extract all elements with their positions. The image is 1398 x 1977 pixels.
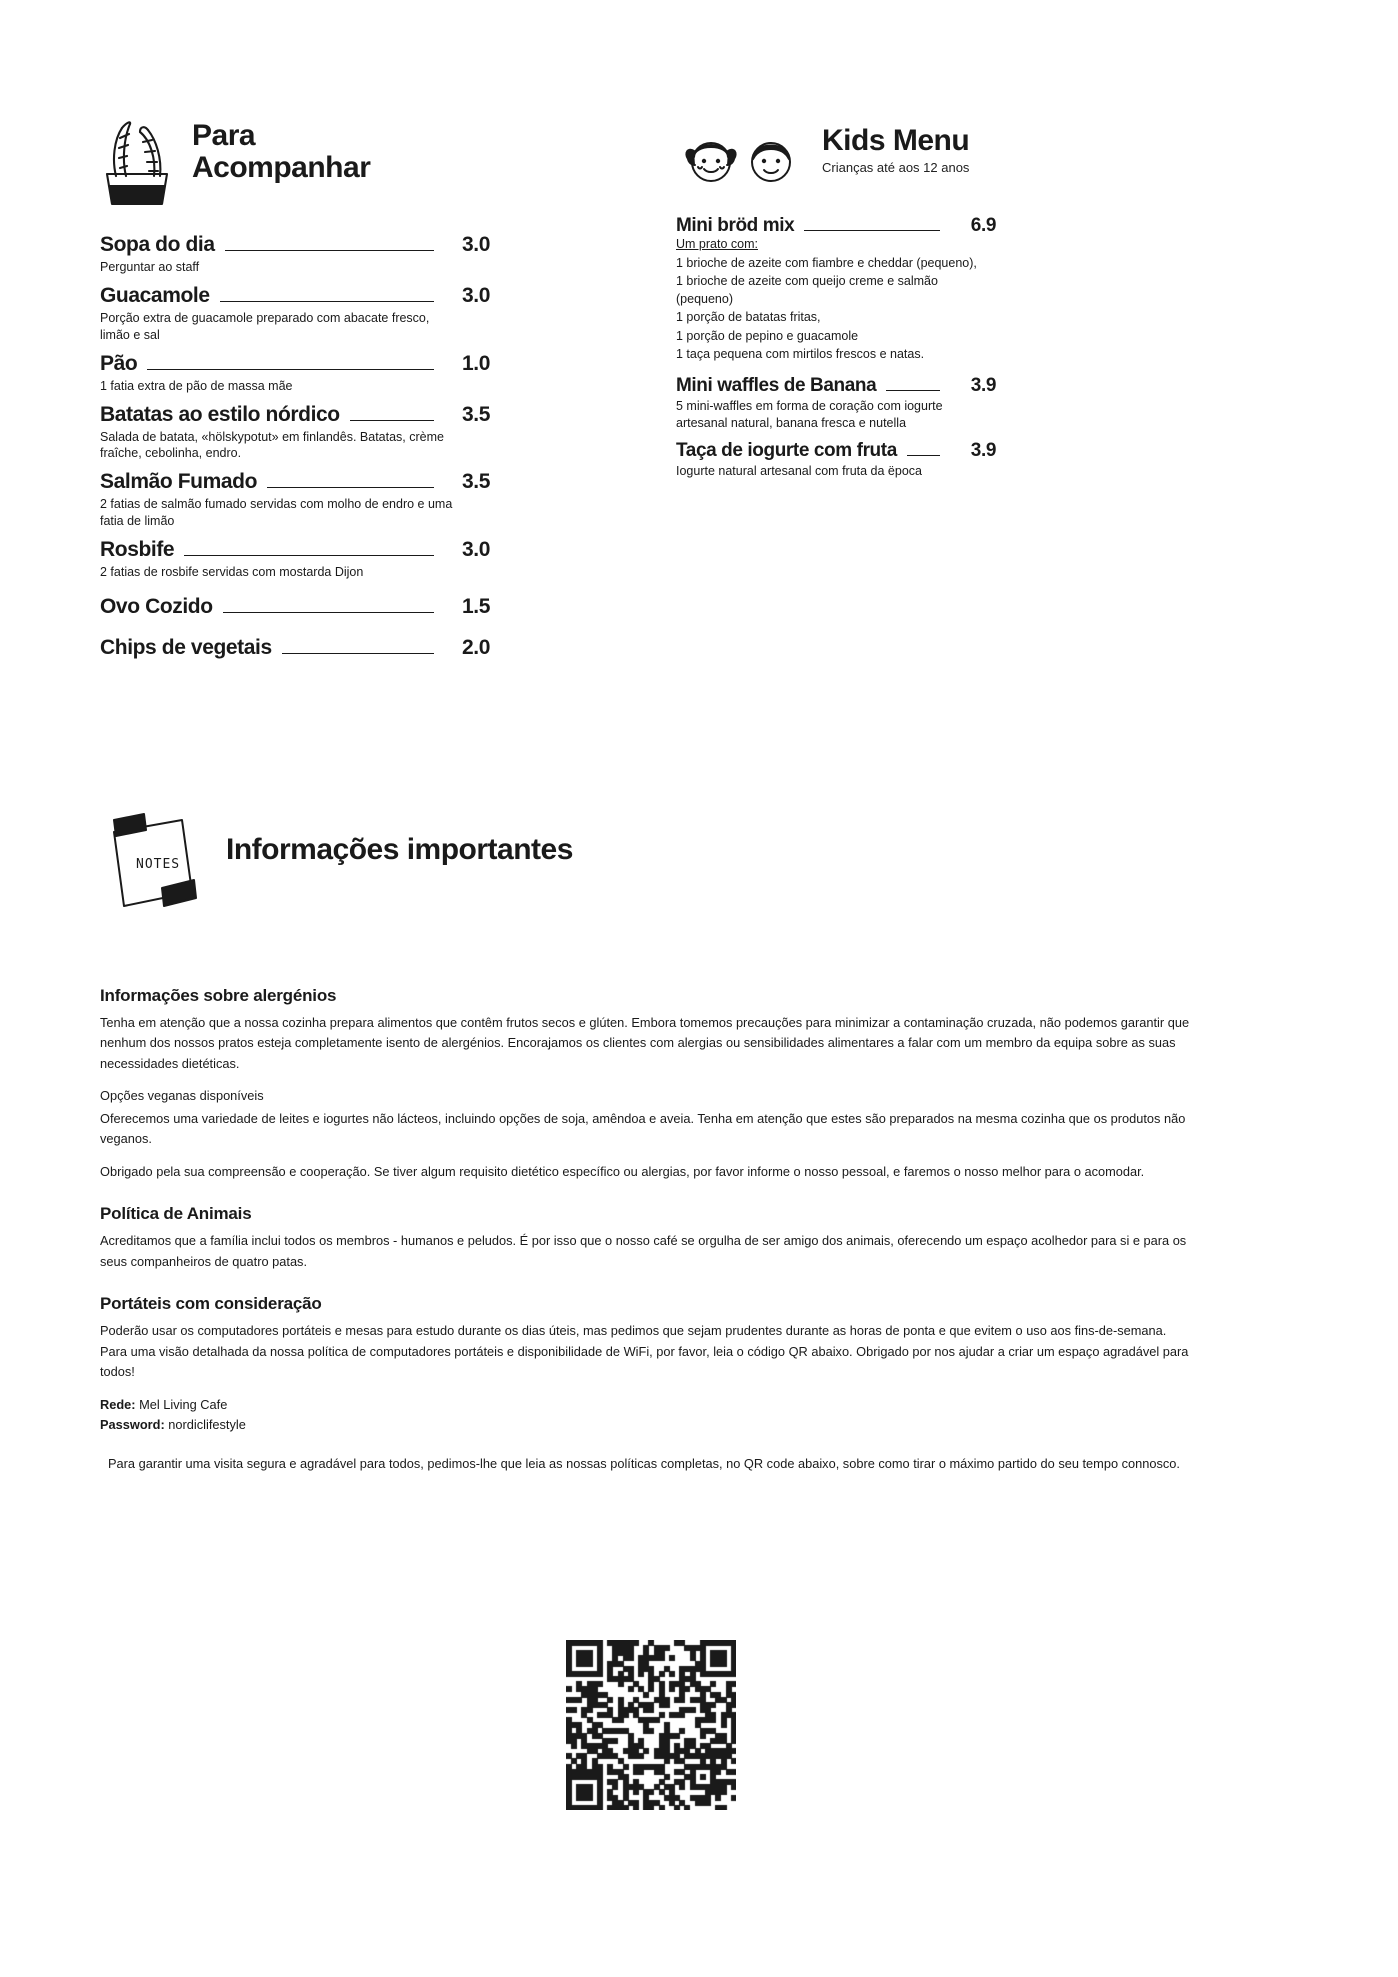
thanks-paragraph: Obrigado pela sua compreensão e cooperação. Se tiver algum requisito dietético específico ou alergias, por favor informe o nosso pessoal, e faremos o nosso melhor para o acomodar. [100, 1163, 1145, 1179]
sides-title [192, 120, 370, 184]
sides-items [100, 233, 490, 661]
menu-item [100, 403, 490, 463]
qr-code-canvas[interactable] [566, 1640, 736, 1810]
item-price: 2.0 [462, 635, 490, 659]
leader-line [804, 230, 940, 231]
item-name: Mini waffles de Banana [676, 374, 877, 396]
item-description: Porção extra de guacamole preparado com abacate fresco, limão e sal [100, 310, 430, 342]
sides-title-line1: Para [192, 119, 256, 152]
item-name: Rosbife [100, 538, 175, 561]
kids-subtitle: Crianças até aos 12 anos [822, 159, 970, 175]
sublist-line: 1 taça pequena com mirtilos frescos e natas. [676, 346, 925, 361]
leader-line [282, 653, 434, 654]
menu-item [676, 215, 996, 363]
section-sides [100, 120, 490, 663]
item-name: Sopa do dia [100, 233, 215, 256]
kids-header [676, 125, 996, 195]
menu-item [676, 440, 996, 480]
item-price: 3.9 [970, 374, 996, 396]
sides-header [100, 120, 490, 211]
leader-line [350, 420, 434, 421]
section-info [100, 810, 1280, 1486]
closing-paragraph: Para garantir uma visita segura e agradável para todos, pedimos-lhe que leia as nossas políticas completas, no QR code abaixo, sobre como tirar o máximo partido do seu tempo connosco. [108, 1455, 1180, 1471]
menu-item [676, 375, 996, 432]
sublist-line: 1 brioche de azeite com queijo creme e salmão (pequeno) [676, 274, 938, 307]
leader-line [886, 390, 940, 391]
sublist-line: 1 porção de pepino e guacamole [676, 328, 859, 343]
leader-line [907, 455, 940, 456]
item-name: Salmão Fumado [100, 470, 257, 494]
laptops-paragraph: Poderão usar os computadores portáteis e mesas para estudo durante os dias úteis, mas pedimos que sejam prudentes durante as horas de ponta e que evitem o uso aos fins-de-semana. Para uma visão detalhada da nossa política de computadores portáteis e disponibilidade de WiFi, por favor, leia o código QR abaixo. Obrigado por nos ajudar a criar um espaço agradável para todos! [100, 1323, 1189, 1380]
item-description: 1 fatia extra de pão de massa mãe [100, 378, 293, 393]
item-price: 3.9 [970, 439, 996, 461]
info-title: Informações importantes [226, 833, 573, 866]
leader-line [223, 612, 434, 613]
wifi-network [100, 1395, 1280, 1415]
two-kids-faces-icon [676, 129, 804, 195]
allergens-heading: Informações sobre alergénios [100, 986, 337, 1005]
laptops-heading: Portáteis com consideração [100, 1294, 322, 1314]
menu-item [100, 284, 490, 344]
menu-item [100, 233, 490, 276]
svg-text:NOTES: NOTES [136, 857, 181, 872]
notes-paper-icon [100, 810, 208, 920]
section-kids [676, 125, 996, 487]
item-price: 3.0 [462, 283, 490, 307]
vegan-line: Opções veganas disponíveis [100, 1088, 264, 1104]
leader-line [225, 250, 434, 251]
leader-line [220, 301, 434, 302]
item-description: Perguntar ao staff [100, 260, 200, 274]
item-name: Batatas ao estilo nórdico [100, 402, 340, 426]
item-price: 1.0 [462, 351, 490, 375]
kids-title: Kids Menu [822, 124, 970, 157]
animals-heading: Política de Animais [100, 1204, 252, 1224]
sides-title-line2: Acompanhar [192, 150, 371, 184]
item-description: Iogurte natural artesanal com fruta da ëpoca [676, 463, 922, 478]
item-price: 3.0 [462, 233, 490, 256]
menu-item [100, 538, 490, 581]
item-name: Pão [100, 351, 138, 375]
item-name: Taça de iogurte com fruta [676, 439, 897, 461]
animals-paragraph: Acreditamos que a família inclui todos os membros - humanos e peludos. É por isso que o nosso café se orgulha de ser amigo dos animais, oferecendo um espaço acolhedor para si e para os seus companheiros de quatro patas. [100, 1233, 1187, 1269]
allergens-paragraph: Tenha em atenção que a nossa cozinha prepara alimentos que contêm frutos secos e glúten. Embora tomemos precauções para minimizar a contaminação cruzada, não podemos garantir que nenhum dos nossos pratos esteja completamente isento de alergénios. Encorajamos os clientes com alergias ou sensibilidades alimentares a falar com um membro da equipa sobre as suas necessidades dietéticas. [100, 1015, 1190, 1071]
item-description: Salada de batata, «hölskypotut» em finlandês. Batatas, crème fraîche, cebolinha, endro. [100, 429, 444, 461]
wifi-password-label: Password: [100, 1417, 165, 1433]
item-price: 6.9 [970, 215, 996, 236]
wifi-password [100, 1415, 1280, 1435]
item-price: 3.0 [462, 538, 490, 561]
menu-item [100, 470, 490, 530]
item-sublist [676, 254, 996, 363]
item-description: 2 fatias de salmão fumado servidas com molho de endro e uma fatia de limão [100, 497, 453, 529]
item-description: 2 fatias de rosbife servidas com mostarda Dijon [100, 565, 364, 579]
wifi-network-value: Mel Living Cafe [139, 1396, 228, 1412]
wifi-network-label: Rede: [100, 1396, 136, 1412]
vegan-paragraph: Oferecemos uma variedade de leites e iogurtes não lácteos, incluindo opções de soja, amêndoa e aveia. Tenha em atenção que estes são preparados na mesma cozinha que os produtos não veganos. [100, 1110, 1186, 1147]
menu-item [100, 636, 490, 661]
item-price: 3.5 [462, 470, 490, 494]
item-name: Guacamole [100, 283, 210, 307]
info-body [100, 986, 1280, 1474]
item-price: 1.5 [462, 594, 490, 618]
leader-line [267, 487, 434, 488]
menu-item [100, 595, 490, 620]
leader-line [147, 369, 434, 370]
item-name: Chips de vegetais [100, 635, 272, 659]
menu-item [100, 352, 490, 395]
item-price: 3.5 [462, 402, 490, 426]
sublist-line: 1 porção de batatas fritas, [676, 310, 821, 325]
kids-title-block [822, 125, 969, 175]
sublist-line: 1 brioche de azeite com fiambre e cheddar (pequeno), [676, 256, 977, 270]
item-name: Mini bröd mix [676, 215, 795, 236]
item-description: 5 mini-waffles em forma de coração com iogurte artesanal natural, banana fresca e nutella [676, 398, 943, 430]
item-name: Ovo Cozido [100, 594, 213, 618]
item-note: Um prato com: [676, 237, 758, 251]
wifi-password-value: nordiclifestyle [168, 1417, 246, 1433]
info-header [100, 810, 1280, 920]
qr-code[interactable] [566, 1640, 736, 1810]
leader-line [184, 555, 434, 556]
bread-basket-icon [100, 116, 174, 211]
kids-items [676, 215, 996, 479]
